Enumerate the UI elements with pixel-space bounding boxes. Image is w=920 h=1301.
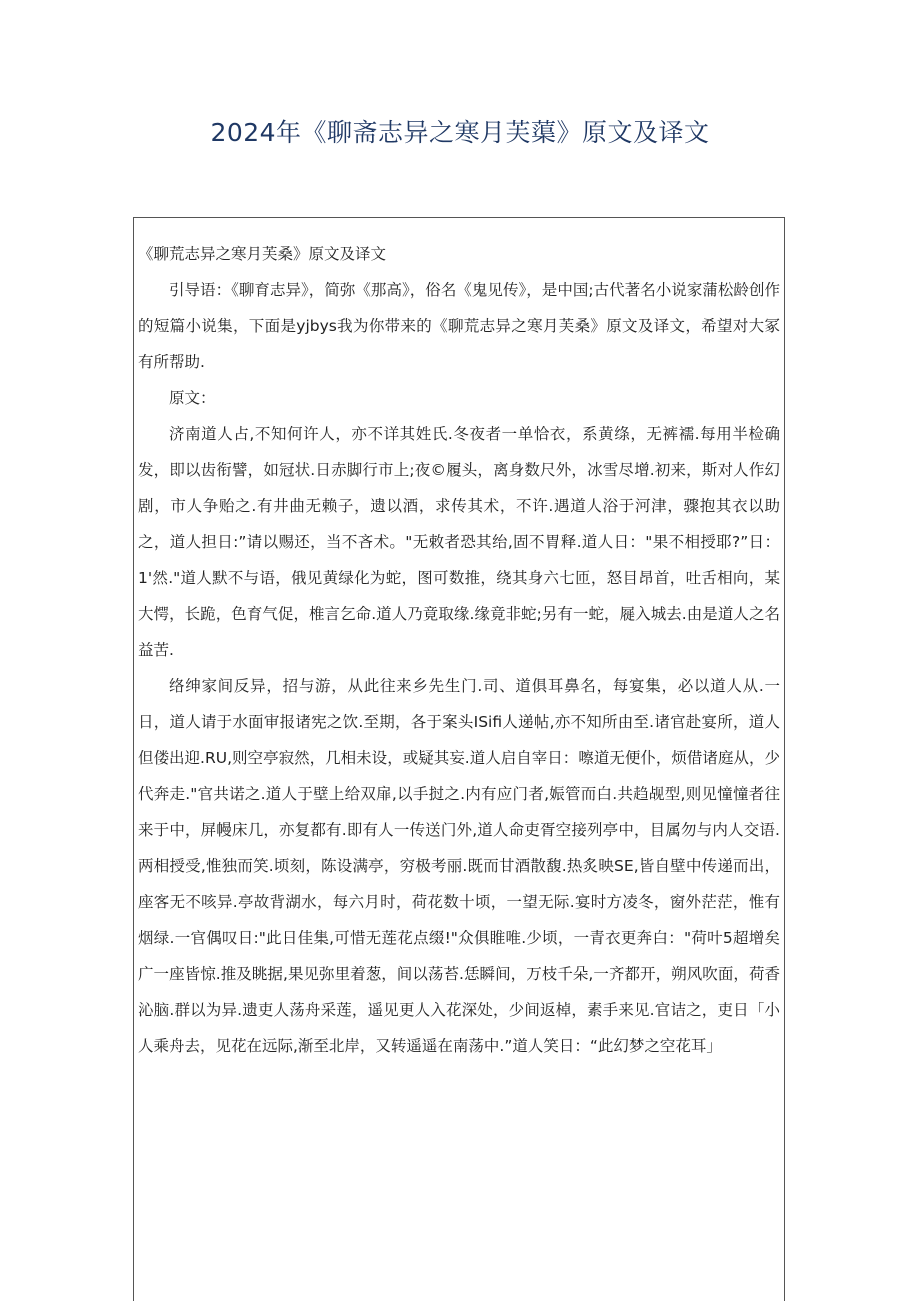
article-heading: 《聊荒志异之寒月芙桑》原文及译文 xyxy=(138,245,387,263)
page-title: 2024年《聊斋志异之寒月芙蕖》原文及译文 xyxy=(210,118,710,147)
paragraph-1: 济南道人占,不知何许人，亦不详其姓氏.冬夜者一单恰衣，系黄绦，无裤襦.每用半检确发，即以齿衔譬，如冠状.日赤脚行市上;夜©履头，离身数尺外，冰雪尽增.初来，斯对人作幻剧，市人争贻之.有井曲无赖子，遗以酒，求传其术，不许.遇道人浴于河津，骤抱其衣以助之，道人担日:”请以赐还，当不吝术。"无敕者恐其绐,固不胃释.道人日："果不相授耶?”日：1'然."道人默不与语，俄见黄绿化为蛇，图可数推，绕其身六七匝，怒目昂首，吐舌相向，某大愕，长跪，色育气促，椎言乞命.道人乃竟取缘.缘竟非蛇;另有一蛇，屣入城去.由是道人之名益苦. xyxy=(138,425,780,659)
original-text-label: 原文： xyxy=(169,389,216,407)
document-body xyxy=(138,236,780,1064)
paragraph-2: 络绅家间反异，招与游，从此往来乡先生门.司、道俱耳鼻名，每宴集，必以道人从.一日，道人请于水面审报诸宪之饮.至期，各于案头ISifi人递帖,亦不知所由至.诸官赴宴所，道人但偻出迎.RU,则空亭寂然，几相未设，或疑其妄.道人启自宰日：嚓道无便仆，烦借诸庭从，少代奔走."官共诺之.道人于壁上给双扉,以手挝之.内有应门者,娠管而白.共趋觇型,则见憧憧者往来于中，屏幔床几，亦复都有.即有人一传送门外,道人命吏胥空接列亭中，目属勿与内人交语.两相授受,惟独而笑.顷刻，陈设满亭，穷极考丽.既而甘酒散馥.热炙映SE,皆自壁中传递而出，座客无不咳异.亭故背湖水，每六月时，荷花数十顷，一望无际.宴时方凌冬，窗外茫茫，惟有烟绿.一官偶叹日:"此日佳集,可惜无莲花点缀!"众俱睢唯.少顷，一青衣更奔白："荷叶5超增矣广一座皆惊.推及眺据,果见弥里着葱，间以荡苔.恁瞬间，万枝千朵,一齐都开，朔风吹面，荷香沁脑.群以为异.遗吏人荡舟采莲，遥见更人入花深处，少间返棹，素手来见.官诘之，吏日「小人乘舟去，见花在远际,渐至北岸，又转遥遥在南荡中.”道人笑日：“此幻梦之空花耳」 xyxy=(138,677,780,1055)
intro-paragraph: 引导语：《聊育志异》，简弥《那高》，俗名《鬼见传》，是中国;古代著名小说家蒲松龄创作的短篇小说集，下面是yjbys我为你带来的《聊荒志异之寒月芙桑》原文及译文，希望对大冢有所帮助. xyxy=(138,281,780,371)
